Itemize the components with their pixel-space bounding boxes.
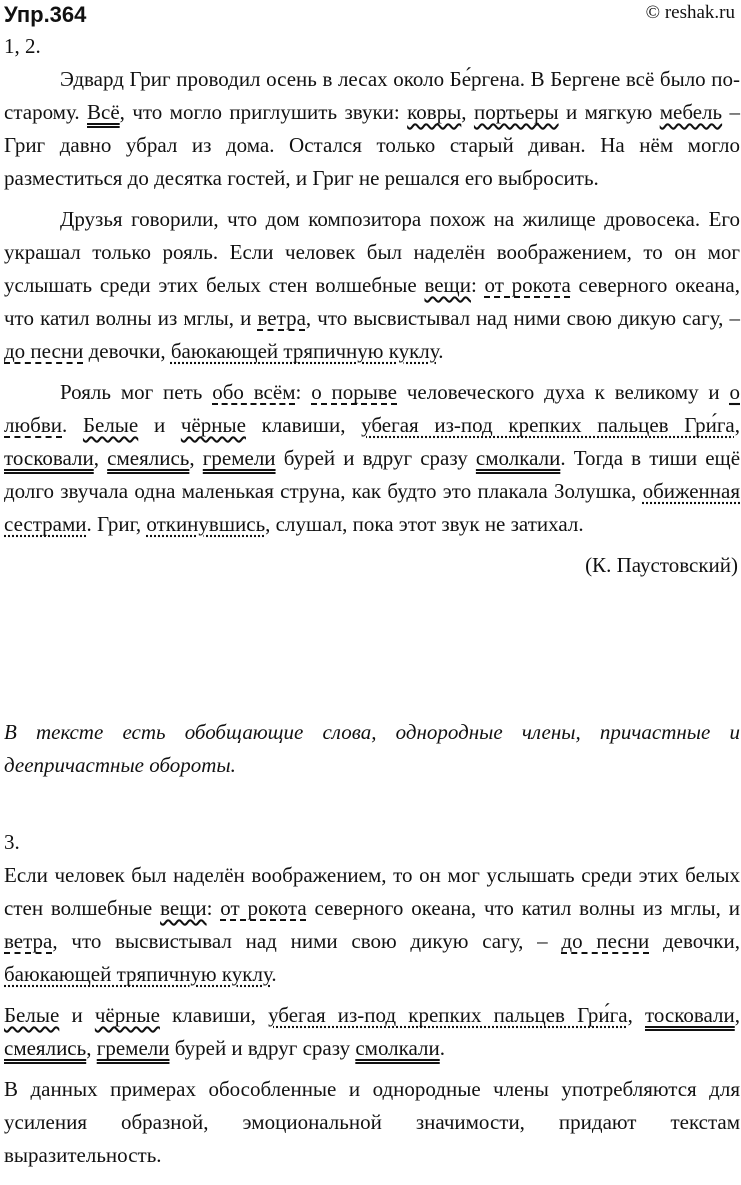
marked-word: до песни bbox=[561, 929, 650, 953]
text-run: . Григ, bbox=[86, 512, 147, 536]
text-run: клавиши, bbox=[159, 1003, 269, 1027]
text-paragraph-3 bbox=[4, 376, 740, 541]
marked-word: обо всём bbox=[212, 380, 296, 404]
example-paragraph-2 bbox=[4, 999, 740, 1065]
marked-word: убегая из-под крепких пальцев Гри́га bbox=[268, 1003, 628, 1027]
text-run: , bbox=[627, 1003, 645, 1027]
marked-word: тосковали bbox=[645, 1003, 735, 1027]
text-run: девочки, bbox=[83, 339, 171, 363]
section-number: 3. bbox=[4, 830, 20, 854]
section-number: 1, 2. bbox=[4, 34, 41, 58]
text-run: Эдвард Григ проводил осень в лесах около Бе́ргена. В Бергене всё было по-старому. bbox=[4, 67, 740, 124]
text-run: , bbox=[734, 1003, 740, 1027]
author: (К. Паустовский) bbox=[585, 553, 738, 577]
marked-word: ветра bbox=[257, 306, 306, 330]
marked-word: гремели bbox=[202, 446, 276, 470]
exercise-title: Упр.364 bbox=[4, 2, 87, 27]
marked-word: мебель bbox=[659, 100, 723, 124]
text-paragraph-2 bbox=[4, 203, 740, 368]
marked-word: ковры bbox=[407, 100, 462, 124]
section-1-2 bbox=[4, 30, 740, 582]
text-run: человеческого духа к великому и bbox=[397, 380, 730, 404]
text-run: , что высвистывал над ними свою дикую сагу, – bbox=[52, 929, 562, 953]
marked-word: тосковали bbox=[4, 446, 94, 470]
marked-word: Всё bbox=[87, 100, 120, 124]
text-run: , слушал, пока этот звук не затихал. bbox=[265, 512, 584, 536]
marked-word: чёрные bbox=[94, 1003, 160, 1027]
text-run: клавиши, bbox=[245, 413, 362, 437]
text-run: : bbox=[470, 273, 485, 297]
marked-word: обиженная сестрами bbox=[4, 479, 740, 536]
analysis-note: В тексте есть обобщающие слова, однородные члены, причастные и деепричастные обороты. bbox=[4, 720, 740, 777]
page-header bbox=[0, 0, 741, 30]
marked-word: от рокота bbox=[484, 273, 571, 297]
text-run: . Тогда в тиши ещё долго звучала одна маленькая струна, как будто это плакала Золушка, bbox=[4, 446, 741, 503]
text-run: . bbox=[62, 413, 83, 437]
text-run: : bbox=[206, 896, 221, 920]
example-paragraph-1 bbox=[4, 859, 740, 991]
marked-word: смолкали bbox=[355, 1036, 440, 1060]
text-run: . bbox=[271, 962, 277, 986]
marked-word: убегая из-под крепких пальцев Гри́га bbox=[361, 413, 735, 437]
marked-word: смеялись bbox=[4, 1036, 87, 1060]
marked-word: гремели bbox=[96, 1036, 170, 1060]
text-run: Если человек был наделён воображением, то он мог услышать среди этих белых стен волшебные bbox=[4, 863, 740, 920]
text-run: , что высвистывал над ними свою дикую сагу, – bbox=[305, 306, 740, 330]
site-credit: © reshak.ru bbox=[645, 2, 735, 23]
marked-word: смеялись bbox=[107, 446, 190, 470]
marked-word: смолкали bbox=[475, 446, 561, 470]
text-run: девочки, bbox=[649, 929, 740, 953]
marked-word: до песни bbox=[4, 339, 84, 363]
text-run: Рояль мог петь bbox=[60, 380, 213, 404]
text-run: Друзья говорили, что дом композитора похож на жилище дровосека. Его украшал только рояль. Если человек был наделён воображением, то он мог услышать среди этих белых стен волшебные bbox=[4, 207, 740, 297]
marked-word: чёрные bbox=[180, 413, 246, 437]
marked-word: Белые bbox=[4, 1003, 60, 1027]
marked-word: о порыве bbox=[311, 380, 397, 404]
text-run: и мягкую bbox=[558, 100, 660, 124]
marked-word: баюкающей тряпичную куклу bbox=[170, 339, 439, 363]
text-paragraph-1 bbox=[4, 63, 740, 195]
text-run: , bbox=[189, 446, 203, 470]
text-run: : bbox=[295, 380, 312, 404]
text-run: , что могло приглушить звуки: bbox=[119, 100, 408, 124]
text-run: , bbox=[93, 446, 108, 470]
marked-word: ветра bbox=[4, 929, 53, 953]
text-run: северного океана, что катил волны из мглы, и bbox=[306, 896, 740, 920]
text-run: – Григ давно убрал из дома. Остался только старый диван. На нём могло разместиться до десятка гостей, и Григ не решался его выбросить. bbox=[4, 100, 741, 190]
text-run: бурей и вдруг сразу bbox=[275, 446, 476, 470]
marked-word: о любви bbox=[4, 380, 740, 437]
text-run: бурей и вдруг сразу bbox=[169, 1036, 356, 1060]
marked-word: вещи bbox=[160, 896, 207, 920]
text-run: , bbox=[86, 1036, 97, 1060]
marked-word: вещи bbox=[424, 273, 471, 297]
marked-word: баюкающей тряпичную куклу bbox=[4, 962, 272, 986]
text-run: , bbox=[734, 413, 740, 437]
marked-word: откинувшись bbox=[146, 512, 266, 536]
marked-word: от рокота bbox=[220, 896, 307, 920]
marked-word: Белые bbox=[82, 413, 139, 437]
text-run: северного океана, что катил волны из мглы, и bbox=[4, 273, 740, 330]
text-run: и bbox=[138, 413, 181, 437]
note-block bbox=[4, 716, 740, 790]
text-run: . bbox=[438, 339, 444, 363]
marked-word: портьеры bbox=[473, 100, 559, 124]
conclusion-paragraph: В данных примерах обособленные и однородные члены употребляются для усиления образной, эмоциональной значимости, придают текстам выразительность. bbox=[4, 1077, 740, 1167]
text-run: , bbox=[461, 100, 474, 124]
text-run: и bbox=[59, 1003, 95, 1027]
text-run: . bbox=[439, 1036, 445, 1060]
